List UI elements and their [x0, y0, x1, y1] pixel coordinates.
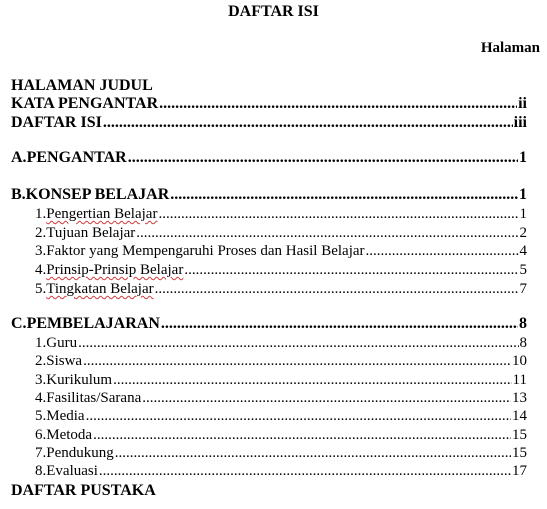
toc-item	[35, 463, 527, 480]
toc-entry	[11, 482, 156, 500]
section-label: KONSEP BELAJAR	[25, 186, 170, 203]
item-label: Pendukung	[46, 445, 114, 461]
dot-leader	[83, 353, 511, 370]
toc-entry-label: DAFTAR ISI	[11, 114, 102, 131]
item-page: 5	[519, 262, 527, 278]
toc-item	[35, 427, 527, 444]
item-page: 4	[519, 243, 527, 259]
section-letter: A.	[11, 149, 27, 166]
item-page: 10	[512, 353, 527, 369]
toc-item	[35, 408, 527, 425]
toc-section	[11, 149, 527, 167]
toc-item	[35, 243, 527, 260]
item-number: 8.	[35, 463, 47, 479]
toc-item	[35, 390, 527, 407]
toc-entry-label: DAFTAR PUSTAKA	[11, 482, 156, 499]
item-page: 11	[512, 372, 527, 388]
item-label: Evaluasi	[46, 463, 98, 479]
toc-entry-page: ii	[518, 95, 527, 112]
toc-item	[35, 262, 527, 279]
dot-leader	[158, 206, 518, 223]
item-number: 4.	[35, 262, 47, 278]
item-page: 17	[512, 463, 527, 479]
item-number: 5.	[35, 281, 47, 297]
item-label: Media	[46, 408, 85, 424]
dot-leader	[136, 225, 518, 242]
section-page: 1	[519, 149, 527, 166]
item-page: 7	[519, 281, 527, 297]
toc-section	[11, 186, 527, 204]
toc-entry-label: HALAMAN JUDUL	[11, 77, 153, 94]
item-page: 13	[512, 390, 527, 406]
dot-leader	[366, 243, 519, 260]
item-page: 8	[519, 335, 527, 351]
toc-entry	[11, 95, 527, 113]
dot-leader	[184, 262, 518, 279]
dot-leader	[113, 372, 511, 389]
section-letter: C.	[11, 315, 27, 332]
item-page: 1	[519, 206, 527, 222]
section-label: PEMBELAJARAN	[26, 315, 160, 332]
dot-leader	[103, 114, 513, 132]
item-label: Prinsip-Prinsip Belajar	[46, 262, 184, 278]
dot-leader	[161, 315, 518, 333]
toc-entry-label: KATA PENGANTAR	[11, 95, 159, 112]
item-number: 2.	[35, 225, 47, 241]
item-label: Pengertian Belajar	[46, 206, 158, 222]
toc-entry	[11, 77, 153, 95]
item-label: Tujuan Belajar	[46, 225, 136, 241]
toc-entry-page: iii	[513, 114, 527, 131]
item-label: Guru	[46, 335, 78, 351]
toc-item	[35, 335, 527, 352]
item-label: Fasilitas/Sarana	[46, 390, 142, 406]
item-label: Siswa	[46, 353, 83, 369]
item-number: 1.	[35, 335, 47, 351]
item-label: Metoda	[46, 427, 93, 443]
item-number: 6.	[35, 427, 47, 443]
page-column-header: Halaman	[480, 40, 540, 56]
dot-leader	[159, 95, 517, 113]
dot-leader	[93, 427, 511, 444]
dot-leader	[99, 463, 511, 480]
toc-item	[35, 445, 527, 462]
item-number: 1.	[35, 206, 47, 222]
document-title: DAFTAR ISI	[228, 3, 319, 20]
section-letter: B.	[11, 186, 26, 203]
dot-leader	[86, 408, 511, 425]
toc-item	[35, 206, 527, 223]
toc-section	[11, 315, 527, 333]
item-page: 15	[512, 445, 527, 461]
toc-item	[35, 353, 527, 370]
item-page: 2	[519, 225, 527, 241]
dot-leader	[78, 335, 518, 352]
item-number: 7.	[35, 445, 47, 461]
item-label: Kurikulum	[46, 372, 113, 388]
item-label: Faktor yang Mempengaruhi Proses dan Hasil Belajar	[46, 243, 365, 259]
item-number: 2.	[35, 353, 47, 369]
dot-leader	[128, 149, 518, 167]
item-number: 5.	[35, 408, 47, 424]
section-page: 1	[519, 186, 527, 203]
section-label: PENGANTAR	[26, 149, 127, 166]
toc-entry	[11, 114, 527, 132]
dot-leader	[142, 390, 511, 407]
item-page: 14	[512, 408, 527, 424]
dot-leader	[155, 281, 519, 298]
dot-leader	[115, 445, 511, 462]
item-number: 3.	[35, 372, 47, 388]
toc-item	[35, 225, 527, 242]
toc-item	[35, 372, 527, 389]
item-label: Tingkatan Belajar	[46, 281, 154, 297]
dot-leader	[170, 186, 518, 204]
item-number: 3.	[35, 243, 47, 259]
toc-item	[35, 281, 527, 298]
section-page: 8	[519, 315, 527, 332]
item-page: 15	[512, 427, 527, 443]
item-number: 4.	[35, 390, 47, 406]
